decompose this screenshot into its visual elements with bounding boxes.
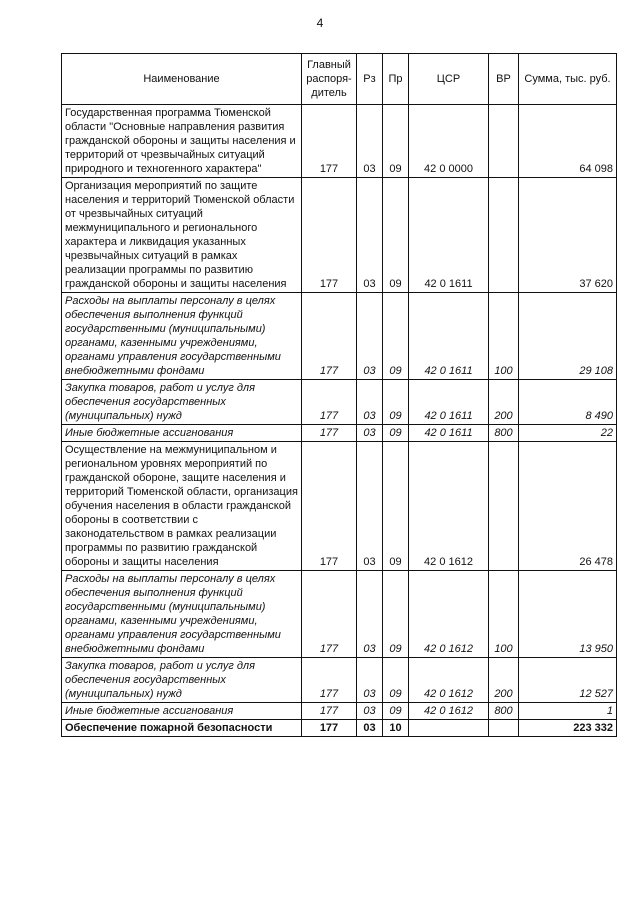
row-sum: 1 [519,703,617,720]
row-ministry: 177 [302,720,357,737]
row-vr: 200 [489,658,519,703]
row-vr: 100 [489,571,519,658]
row-name: Организация мероприятий по защите населения и территорий Тюменской области от чрезвычайных ситуаций межмуниципального и регионального характера и ликвидация указанных чрезвычайных ситуаций в рамках реализации программы по развитию гражданской обороны и защиты населения [62,178,302,293]
row-pr: 09 [383,293,409,380]
row-vr [489,178,519,293]
row-csr: 42 0 1611 [409,178,489,293]
row-sum: 26 478 [519,442,617,571]
row-sum: 29 108 [519,293,617,380]
row-csr: 42 0 1612 [409,703,489,720]
row-rz: 03 [357,425,383,442]
row-rz: 03 [357,105,383,178]
row-rz: 03 [357,571,383,658]
row-vr: 200 [489,380,519,425]
row-rz: 03 [357,720,383,737]
table-row [62,442,617,571]
row-pr: 09 [383,442,409,571]
row-csr: 42 0 0000 [409,105,489,178]
row-name: Закупка товаров, работ и услуг для обеспечения государственных (муниципальных) нужд [62,658,302,703]
row-csr: 42 0 1612 [409,658,489,703]
row-sum: 37 620 [519,178,617,293]
table-row [62,720,617,737]
row-pr: 09 [383,178,409,293]
row-pr: 10 [383,720,409,737]
row-rz: 03 [357,380,383,425]
row-sum: 22 [519,425,617,442]
row-rz: 03 [357,658,383,703]
table-row [62,380,617,425]
row-sum: 13 950 [519,571,617,658]
row-vr [489,105,519,178]
row-name: Расходы на выплаты персоналу в целях обеспечения выполнения функций государственными (муниципальными) органами, казенными учреждениями, органами управления государственными внебюджетными фондами [62,571,302,658]
header-row [62,54,617,105]
row-rz: 03 [357,178,383,293]
header-rz: Рз [357,54,383,105]
row-rz: 03 [357,442,383,571]
header-csr: ЦСР [409,54,489,105]
row-rz: 03 [357,703,383,720]
header-vr: ВР [489,54,519,105]
row-ministry: 177 [302,178,357,293]
table-row [62,293,617,380]
table-row [62,425,617,442]
row-vr [489,442,519,571]
row-ministry: 177 [302,425,357,442]
row-name: Государственная программа Тюменской области "Основные направления развития гражданской обороны и защиты населения и территорий от чрезвычайных ситуаций природного и техногенного характера" [62,105,302,178]
row-name: Осуществление на межмуниципальном и региональном уровнях мероприятий по гражданской обороне, защите населения и территорий Тюменской области, организация обучения населения в области гражданской обороны в соответствии с законодательством в рамках реализации программы по развитию гражданской обороны и защиты населения [62,442,302,571]
row-pr: 09 [383,571,409,658]
header-name: Наименование [62,54,302,105]
row-ministry: 177 [302,442,357,571]
row-csr: 42 0 1612 [409,442,489,571]
row-csr: 42 0 1611 [409,380,489,425]
header-sum: Сумма, тыс. руб. [519,54,617,105]
row-ministry: 177 [302,703,357,720]
row-name: Иные бюджетные ассигнования [62,703,302,720]
row-pr: 09 [383,425,409,442]
row-vr: 800 [489,703,519,720]
table-row [62,703,617,720]
row-ministry: 177 [302,293,357,380]
row-vr: 100 [489,293,519,380]
row-sum: 223 332 [519,720,617,737]
row-sum: 8 490 [519,380,617,425]
row-name: Расходы на выплаты персоналу в целях обеспечения выполнения функций государственными (муниципальными) органами, казенными учреждениями, органами управления государственными внебюджетными фондами [62,293,302,380]
header-pr: Пр [383,54,409,105]
row-ministry: 177 [302,105,357,178]
row-ministry: 177 [302,571,357,658]
row-name: Иные бюджетные ассигнования [62,425,302,442]
row-rz: 03 [357,293,383,380]
row-csr: 42 0 1611 [409,293,489,380]
row-vr: 800 [489,425,519,442]
header-ministry: Главный распоря- дитель [302,54,357,105]
page-number: 4 [316,16,324,30]
row-ministry: 177 [302,380,357,425]
row-pr: 09 [383,105,409,178]
row-sum: 12 527 [519,658,617,703]
row-name: Закупка товаров, работ и услуг для обеспечения государственных (муниципальных) нужд [62,380,302,425]
row-sum: 64 098 [519,105,617,178]
row-csr [409,720,489,737]
row-vr [489,720,519,737]
row-name: Обеспечение пожарной безопасности [62,720,302,737]
table-row [62,658,617,703]
budget-table [61,53,617,737]
row-pr: 09 [383,380,409,425]
table-row [62,571,617,658]
row-pr: 09 [383,703,409,720]
table-row [62,178,617,293]
row-pr: 09 [383,658,409,703]
row-csr: 42 0 1612 [409,571,489,658]
row-csr: 42 0 1611 [409,425,489,442]
table-row [62,105,617,178]
row-ministry: 177 [302,658,357,703]
